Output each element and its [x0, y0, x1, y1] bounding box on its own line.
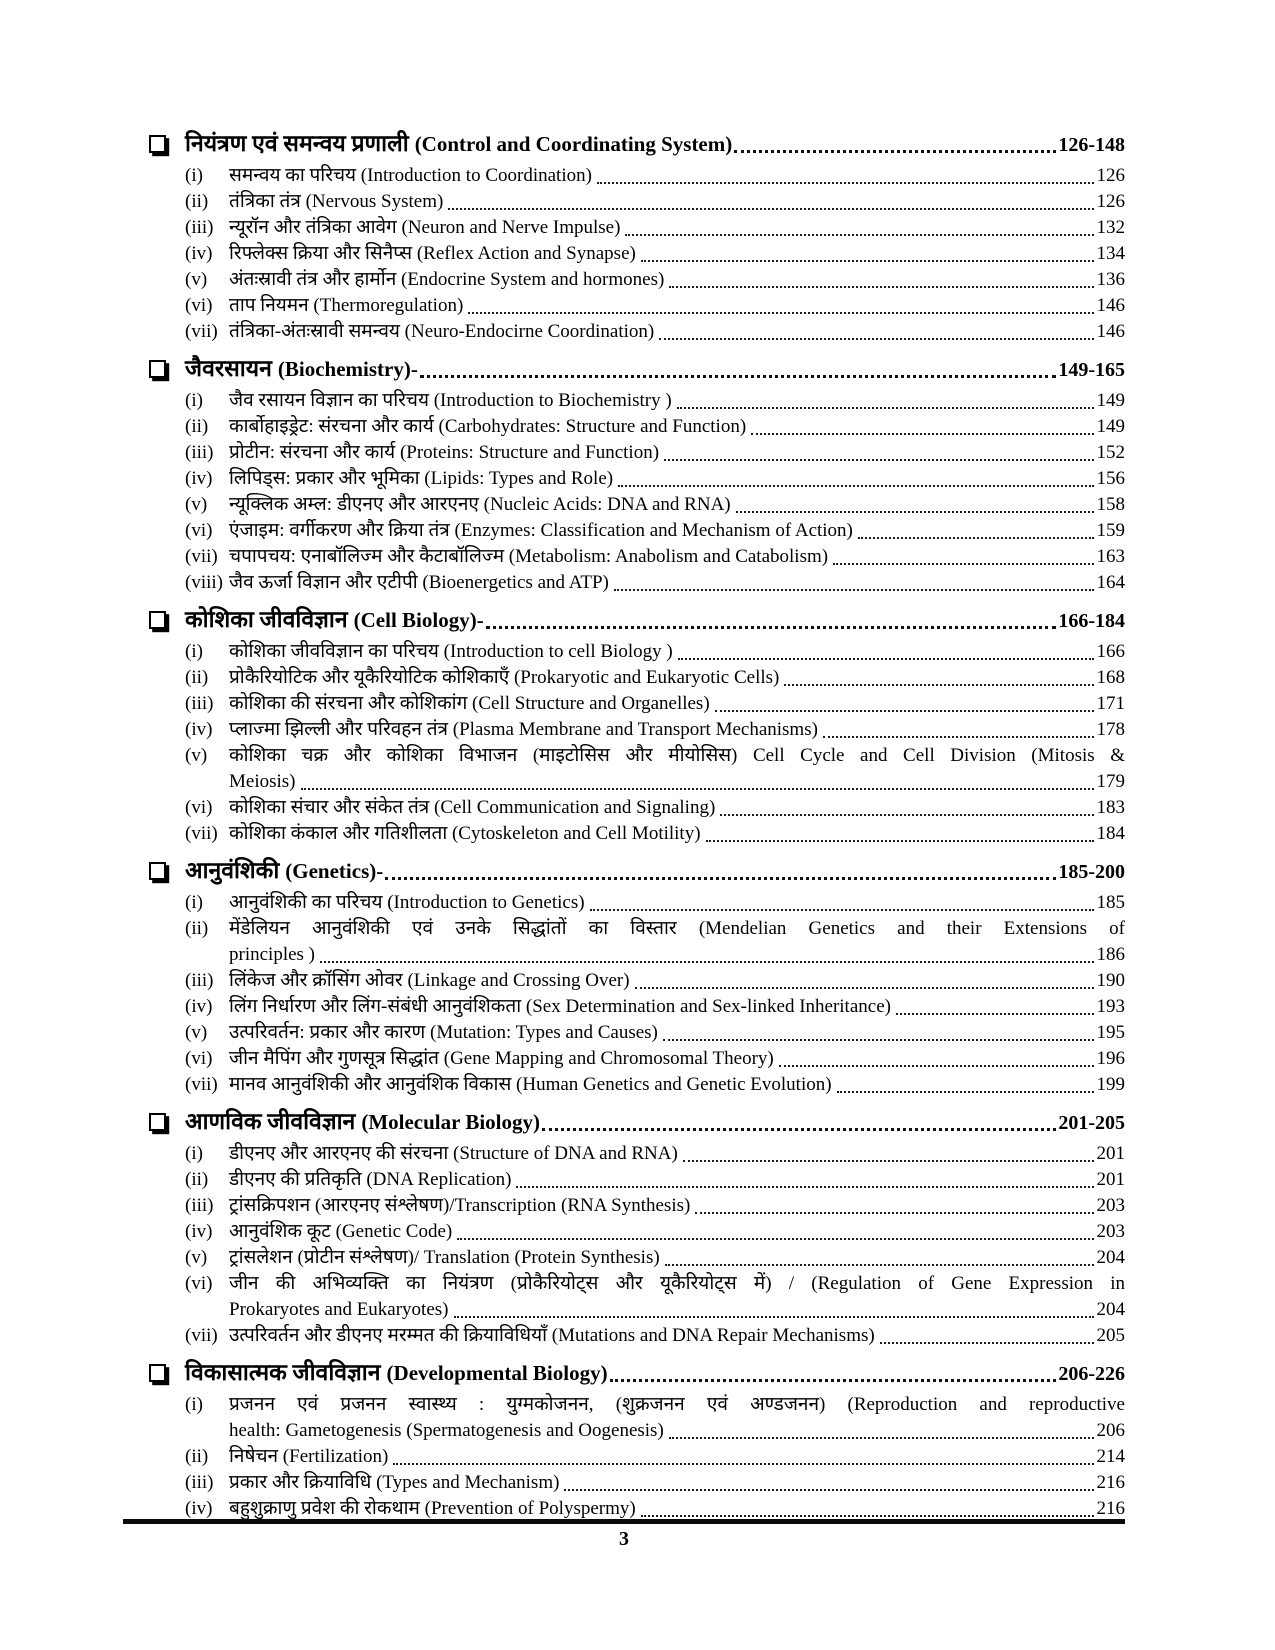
- item-page-number: 184: [1096, 823, 1125, 844]
- item-title: मेंडेलियन आनुवंशिकी एवं उनके सिद्धांतों का विस्तार (Mendelian Genetics and their Extensions of: [229, 918, 1125, 939]
- dot-leader: [683, 1160, 1094, 1162]
- section-page-range: 166-184: [1058, 610, 1125, 632]
- dot-leader: [625, 234, 1093, 236]
- item-page-number: 216: [1096, 1472, 1125, 1493]
- item-row: [229, 1245, 1125, 1271]
- dot-leader: [564, 1489, 1093, 1491]
- item-page-number: 136: [1096, 269, 1125, 290]
- section-title-hindi: जैवरसायन: [185, 356, 272, 381]
- item-number: (vii): [185, 1074, 218, 1095]
- section-header: [185, 129, 1125, 160]
- table-of-contents: [147, 120, 1125, 1522]
- item-row: [229, 639, 1125, 665]
- page-number: 3: [619, 1528, 629, 1550]
- toc-item: [185, 1470, 1125, 1496]
- item-row: [229, 1072, 1125, 1098]
- item-number: (vi): [185, 295, 213, 316]
- dot-leader: [457, 1238, 1093, 1240]
- item-row: [229, 1444, 1125, 1470]
- item-page-number: 190: [1096, 970, 1125, 991]
- item-page-number: 149: [1096, 416, 1125, 437]
- toc-item: [185, 1167, 1125, 1193]
- item-title: प्रजनन एवं प्रजनन स्वास्थ्य : युग्मकोजनन, (शुक्रजनन एवं अण्डजनन) (Reproduction and reproductive: [229, 1394, 1125, 1415]
- item-title-continuation: Meiosis): [229, 771, 296, 792]
- dot-leader: [618, 485, 1093, 487]
- item-title-continuation: principles ): [229, 944, 316, 965]
- item-title: ताप नियमन (Thermoregulation): [229, 295, 464, 316]
- item-number: (v): [185, 1247, 208, 1268]
- toc-item: [185, 189, 1125, 215]
- item-number: (v): [185, 1022, 208, 1043]
- section-header: [185, 856, 1125, 887]
- item-title: उत्परिवर्तन: प्रकार और कारण (Mutation: Types and Causes): [229, 1022, 658, 1043]
- section-title-english: (Biochemistry)-: [277, 357, 418, 381]
- toc-item: [185, 215, 1125, 241]
- item-number: (ii): [185, 918, 209, 939]
- dot-leader: [663, 1039, 1094, 1041]
- dot-leader: [454, 1316, 1094, 1318]
- item-title: समन्वय का परिचय (Introduction to Coordination): [229, 165, 592, 186]
- section-title-hindi: विकासात्मक जीवविज्ञान: [185, 1360, 381, 1385]
- item-number: (vi): [185, 520, 213, 541]
- dot-leader: [393, 1463, 1093, 1465]
- item-page-number: 214: [1096, 1446, 1125, 1467]
- dot-leader: [720, 814, 1093, 816]
- item-row: [229, 163, 1125, 189]
- item-page-number: 163: [1096, 546, 1125, 567]
- item-title: उत्परिवर्तन और डीएनए मरम्मत की क्रियाविधियाँ (Mutations and DNA Repair Mechanisms): [229, 1325, 875, 1346]
- dot-leader: [677, 407, 1094, 409]
- dot-leader: [751, 433, 1093, 435]
- item-page-number: 201: [1096, 1169, 1125, 1190]
- item-number: (vi): [185, 1048, 213, 1069]
- dot-leader: [837, 1091, 1094, 1093]
- section-header: [185, 1107, 1125, 1138]
- item-row: [229, 890, 1125, 916]
- square-bullet-icon: [149, 1364, 166, 1382]
- dot-leader: [597, 182, 1094, 184]
- dot-leader: [542, 1128, 1056, 1131]
- section-header: [185, 1358, 1125, 1389]
- item-number: (iii): [185, 970, 214, 991]
- item-row: [229, 1020, 1125, 1046]
- item-row: [229, 994, 1125, 1020]
- section-page-range: 149-165: [1058, 359, 1125, 381]
- item-number: (iii): [185, 693, 214, 714]
- item-continuation-row: [229, 942, 1125, 968]
- section-title-hindi: नियंत्रण एवं समन्वय प्रणाली: [185, 131, 409, 156]
- item-number: (vi): [185, 797, 213, 818]
- toc-item: [185, 994, 1125, 1020]
- item-page-number: 216: [1096, 1498, 1125, 1519]
- dot-leader: [659, 338, 1093, 340]
- item-title: अंतःस्रावी तंत्र और हार्मोन (Endocrine System and hormones): [229, 269, 665, 290]
- item-title: निषेचन (Fertilization): [229, 1446, 389, 1467]
- item-title: आनुवंशिक कूट (Genetic Code): [229, 1221, 453, 1242]
- dot-leader: [635, 987, 1094, 989]
- item-row: [229, 492, 1125, 518]
- item-page-number: 199: [1096, 1074, 1125, 1095]
- toc-item: [185, 544, 1125, 570]
- item-number: (ii): [185, 667, 209, 688]
- section-title-hindi: आनुवंशिकी: [185, 858, 280, 883]
- dot-leader: [896, 1013, 1094, 1015]
- item-title: डीएनए और आरएनए की संरचना (Structure of DNA and RNA): [229, 1143, 678, 1164]
- item-page-number: 205: [1096, 1325, 1125, 1346]
- item-title: कोशिका चक्र और कोशिका विभाजन (माइटोसिस और मीयोसिस) Cell Cycle and Cell Division (Mitosis &: [229, 745, 1125, 766]
- item-row: [229, 293, 1125, 319]
- toc-item: [185, 1392, 1125, 1444]
- item-title: कार्बोहाइड्रेट: संरचना और कार्य (Carbohydrates: Structure and Function): [229, 416, 747, 437]
- item-title: जीन की अभिव्यक्ति का नियंत्रण (प्रोकैरियोट्स और यूकैरियोट्स में) / (Regulation of Gene Expression in: [229, 1273, 1125, 1294]
- item-title: न्यूरॉन और तंत्रिका आवेग (Neuron and Nerve Impulse): [229, 217, 621, 238]
- item-continuation-row: [229, 1418, 1125, 1444]
- item-title: लिंग निर्धारण और लिंग-संबंधी आनुवंशिकता (Sex Determination and Sex-linked Inheritance): [229, 996, 891, 1017]
- item-title: प्रकार और क्रियाविधि (Types and Mechanism): [229, 1472, 560, 1493]
- section-title-english: (Cell Biology)-: [353, 608, 484, 632]
- toc-item: [185, 466, 1125, 492]
- dot-leader: [590, 909, 1094, 911]
- item-row: [229, 440, 1125, 466]
- item-number: (iv): [185, 468, 213, 489]
- item-page-number: 178: [1096, 719, 1125, 740]
- item-row: [229, 1470, 1125, 1496]
- item-page-number: 201: [1096, 1143, 1125, 1164]
- item-title: लिपिड्स: प्रकार और भूमिका (Lipids: Types and Role): [229, 468, 614, 489]
- item-page-number: 183: [1096, 797, 1125, 818]
- toc-item: [185, 890, 1125, 916]
- item-page-number: 185: [1096, 892, 1125, 913]
- square-bullet-icon: [149, 611, 166, 629]
- toc-item: [185, 414, 1125, 440]
- item-title: प्रोकैरियोटिक और यूकैरियोटिक कोशिकाएँ (Prokaryotic and Eukaryotic Cells): [229, 667, 780, 688]
- item-title: जैव रसायन विज्ञान का परिचय (Introduction to Biochemistry ): [229, 390, 672, 411]
- item-row: [229, 1323, 1125, 1349]
- toc-item: [185, 293, 1125, 319]
- item-title: कोशिका कंकाल और गतिशीलता (Cytoskeleton and Cell Motility): [229, 823, 701, 844]
- toc-item: [185, 821, 1125, 847]
- item-row: [229, 1219, 1125, 1245]
- item-number: (i): [185, 165, 203, 186]
- dot-leader: [734, 150, 1056, 153]
- item-number: (vi): [185, 1273, 213, 1294]
- item-page-number: 193: [1096, 996, 1125, 1017]
- dot-leader: [715, 710, 1094, 712]
- dot-leader: [823, 736, 1094, 738]
- square-bullet-icon: [149, 360, 166, 378]
- item-number: (v): [185, 269, 208, 290]
- toc-item: [185, 639, 1125, 665]
- item-row: [229, 241, 1125, 267]
- item-title: एंजाइम: वर्गीकरण और क्रिया तंत्र (Enzymes: Classification and Mechanism of Action): [229, 520, 853, 541]
- item-title: न्यूक्लिक अम्ल: डीएनए और आरएनए (Nucleic Acids: DNA and RNA): [229, 494, 731, 515]
- item-number: (iii): [185, 217, 214, 238]
- toc-section: [147, 354, 1125, 385]
- toc-section: [147, 605, 1125, 636]
- dot-leader: [420, 375, 1056, 378]
- dot-leader: [706, 840, 1094, 842]
- section-page-range: 206-226: [1058, 1363, 1125, 1385]
- item-row: [229, 215, 1125, 241]
- item-title: लिंकेज और क्रॉसिंग ओवर (Linkage and Crossing Over): [229, 970, 630, 991]
- toc-item: [185, 1219, 1125, 1245]
- item-number: (iii): [185, 1195, 214, 1216]
- item-row: [229, 1046, 1125, 1072]
- item-row: [229, 414, 1125, 440]
- toc-item: [185, 163, 1125, 189]
- item-number: (ii): [185, 416, 209, 437]
- toc-item: [185, 1193, 1125, 1219]
- item-row: [229, 267, 1125, 293]
- dot-leader: [665, 1264, 1094, 1266]
- item-number: (v): [185, 494, 208, 515]
- item-row: [229, 691, 1125, 717]
- dot-leader: [669, 1437, 1094, 1439]
- item-title-continuation: Prokaryotes and Eukaryotes): [229, 1299, 449, 1320]
- toc-item: [185, 440, 1125, 466]
- dot-leader: [736, 511, 1094, 513]
- item-row: [229, 518, 1125, 544]
- dot-leader: [833, 563, 1093, 565]
- item-number: (v): [185, 745, 208, 766]
- toc-item: [185, 267, 1125, 293]
- toc-item: [185, 1444, 1125, 1470]
- item-title: कोशिका की संरचना और कोशिकांग (Cell Structure and Organelles): [229, 693, 710, 714]
- dot-leader: [858, 537, 1094, 539]
- item-page-number: 179: [1096, 771, 1125, 792]
- toc-section: [147, 129, 1125, 160]
- dot-leader: [641, 260, 1094, 262]
- toc-item: [185, 717, 1125, 743]
- item-row: [229, 189, 1125, 215]
- item-continuation-row: [229, 769, 1125, 795]
- toc-item: [185, 795, 1125, 821]
- item-number: (ii): [185, 191, 209, 212]
- item-row: [229, 570, 1125, 596]
- item-page-number: 206: [1096, 1420, 1125, 1441]
- item-page-number: 195: [1096, 1022, 1125, 1043]
- item-title: बहुशुक्राणु प्रवेश की रोकथाम (Prevention of Polyspermy): [229, 1498, 636, 1519]
- section-title-english: (Molecular Biology): [361, 1110, 540, 1134]
- item-number: (iv): [185, 996, 213, 1017]
- item-number: (iii): [185, 442, 214, 463]
- item-row: [229, 1193, 1125, 1219]
- item-row: [229, 795, 1125, 821]
- dot-leader: [669, 286, 1093, 288]
- item-row: [229, 821, 1125, 847]
- item-page-number: 203: [1096, 1195, 1125, 1216]
- section-header: [185, 354, 1125, 385]
- item-page-number: 146: [1096, 295, 1125, 316]
- item-title: आनुवंशिकी का परिचय (Introduction to Genetics): [229, 892, 585, 913]
- toc-item: [185, 492, 1125, 518]
- toc-item: [185, 518, 1125, 544]
- item-title: प्लाज्मा झिल्ली और परिवहन तंत्र (Plasma Membrane and Transport Mechanisms): [229, 719, 818, 740]
- dot-leader: [695, 1212, 1093, 1214]
- item-page-number: 203: [1096, 1221, 1125, 1242]
- item-page-number: 186: [1096, 944, 1125, 965]
- item-title: तंत्रिका-अंतःस्रावी समन्वय (Neuro-Endocirne Coordination): [229, 321, 655, 342]
- section-title-english: (Genetics)-: [285, 859, 384, 883]
- toc-item: [185, 241, 1125, 267]
- item-page-number: 166: [1096, 641, 1125, 662]
- dot-leader: [448, 208, 1093, 210]
- item-title: तंत्रिका तंत्र (Nervous System): [229, 191, 444, 212]
- toc-section: [147, 1107, 1125, 1138]
- section-title-hindi: कोशिका जीवविज्ञान: [185, 607, 348, 632]
- item-row: [229, 968, 1125, 994]
- item-number: (i): [185, 892, 203, 913]
- item-row: [229, 1167, 1125, 1193]
- toc-item: [185, 916, 1125, 968]
- dot-leader: [301, 788, 1094, 790]
- item-title: रिफ्लेक्स क्रिया और सिनैप्स (Reflex Action and Synapse): [229, 243, 636, 264]
- toc-item: [185, 665, 1125, 691]
- dot-leader: [784, 684, 1093, 686]
- item-number: (vii): [185, 321, 218, 342]
- section-page-range: 126-148: [1058, 134, 1125, 156]
- item-number: (vii): [185, 546, 218, 567]
- item-page-number: 146: [1096, 321, 1125, 342]
- toc-item: [185, 1245, 1125, 1271]
- item-row: [229, 319, 1125, 345]
- toc-item: [185, 743, 1125, 795]
- item-page-number: 196: [1096, 1048, 1125, 1069]
- item-row: [229, 665, 1125, 691]
- toc-item: [185, 1271, 1125, 1323]
- section-header: [185, 605, 1125, 636]
- footer-rule: [123, 1519, 1125, 1524]
- toc-item: [185, 1323, 1125, 1349]
- dot-leader: [678, 658, 1094, 660]
- item-title: कोशिका संचार और संकेत तंत्र (Cell Communication and Signaling): [229, 797, 716, 818]
- item-page-number: 152: [1096, 442, 1125, 463]
- item-title: कोशिका जीवविज्ञान का परिचय (Introduction to cell Biology ): [229, 641, 673, 662]
- toc-item: [185, 968, 1125, 994]
- dot-leader: [486, 626, 1057, 629]
- dot-leader: [779, 1065, 1094, 1067]
- item-page-number: 156: [1096, 468, 1125, 489]
- dot-leader: [385, 877, 1056, 880]
- section-page-range: 201-205: [1058, 1112, 1125, 1134]
- toc-item: [185, 319, 1125, 345]
- item-number: (ii): [185, 1169, 209, 1190]
- toc-item: [185, 1141, 1125, 1167]
- item-page-number: 126: [1096, 191, 1125, 212]
- section-title-english: (Control and Coordinating System): [414, 132, 733, 156]
- item-page-number: 204: [1096, 1247, 1125, 1268]
- item-row: [229, 717, 1125, 743]
- toc-item: [185, 1046, 1125, 1072]
- item-page-number: 132: [1096, 217, 1125, 238]
- item-row: [229, 544, 1125, 570]
- dot-leader: [664, 459, 1093, 461]
- item-page-number: 204: [1096, 1299, 1125, 1320]
- dot-leader: [610, 1379, 1057, 1382]
- item-title: जीन मैपिंग और गुणसूत्र सिद्धांत (Gene Mapping and Chromosomal Theory): [229, 1048, 774, 1069]
- item-title-continuation: health: Gametogenesis (Spermatogenesis and Oogenesis): [229, 1420, 664, 1441]
- item-page-number: 126: [1096, 165, 1125, 186]
- item-number: (iv): [185, 1221, 213, 1242]
- item-title: ट्रांसक्रिपशन (आरएनए संश्लेषण)/Transcription (RNA Synthesis): [229, 1195, 691, 1216]
- dot-leader: [614, 589, 1094, 591]
- dot-leader: [516, 1186, 1093, 1188]
- item-page-number: 171: [1096, 693, 1125, 714]
- item-number: (vii): [185, 1325, 218, 1346]
- item-number: (iv): [185, 719, 213, 740]
- toc-item: [185, 570, 1125, 596]
- item-title: चपापचय: एनाबॉलिज्म और कैटाबॉलिज्म (Metabolism: Anabolism and Catabolism): [229, 546, 829, 567]
- item-page-number: 168: [1096, 667, 1125, 688]
- dot-leader: [468, 312, 1093, 314]
- section-page-range: 185-200: [1058, 861, 1125, 883]
- toc-section: [147, 856, 1125, 887]
- toc-item: [185, 388, 1125, 414]
- item-number: (ii): [185, 1446, 209, 1467]
- item-title: प्रोटीन: संरचना और कार्य (Proteins: Structure and Function): [229, 442, 660, 463]
- item-number: (i): [185, 390, 203, 411]
- toc-item: [185, 691, 1125, 717]
- item-row: [229, 388, 1125, 414]
- item-title: ट्रांसलेशन (प्रोटीन संश्लेषण)/ Translation (Protein Synthesis): [229, 1247, 660, 1268]
- item-number: (iii): [185, 1472, 214, 1493]
- section-title-hindi: आणविक जीवविज्ञान: [185, 1109, 356, 1134]
- dot-leader: [880, 1342, 1094, 1344]
- item-title: डीएनए की प्रतिकृति (DNA Replication): [229, 1169, 512, 1190]
- item-number: (i): [185, 641, 203, 662]
- dot-leader: [641, 1515, 1094, 1517]
- toc-section: [147, 1358, 1125, 1389]
- item-row: [229, 466, 1125, 492]
- item-number: (i): [185, 1394, 203, 1415]
- item-title: मानव आनुवंशिकी और आनुवंशिक विकास (Human Genetics and Genetic Evolution): [229, 1074, 832, 1095]
- item-page-number: 158: [1096, 494, 1125, 515]
- item-number: (iv): [185, 1498, 213, 1519]
- item-page-number: 134: [1096, 243, 1125, 264]
- square-bullet-icon: [149, 862, 166, 880]
- toc-item: [185, 1020, 1125, 1046]
- toc-item: [185, 1072, 1125, 1098]
- square-bullet-icon: [149, 1113, 166, 1131]
- item-continuation-row: [229, 1297, 1125, 1323]
- item-page-number: 164: [1096, 572, 1125, 593]
- item-page-number: 149: [1096, 390, 1125, 411]
- item-number: (i): [185, 1143, 203, 1164]
- square-bullet-icon: [149, 135, 166, 153]
- item-number: (vii): [185, 823, 218, 844]
- item-title: जैव ऊर्जा विज्ञान और एटीपी (Bioenergetics and ATP): [229, 572, 609, 593]
- item-page-number: 159: [1096, 520, 1125, 541]
- dot-leader: [320, 961, 1093, 963]
- item-row: [229, 1141, 1125, 1167]
- item-number: (viii): [185, 572, 223, 593]
- section-title-english: (Developmental Biology): [386, 1361, 608, 1385]
- item-number: (iv): [185, 243, 213, 264]
